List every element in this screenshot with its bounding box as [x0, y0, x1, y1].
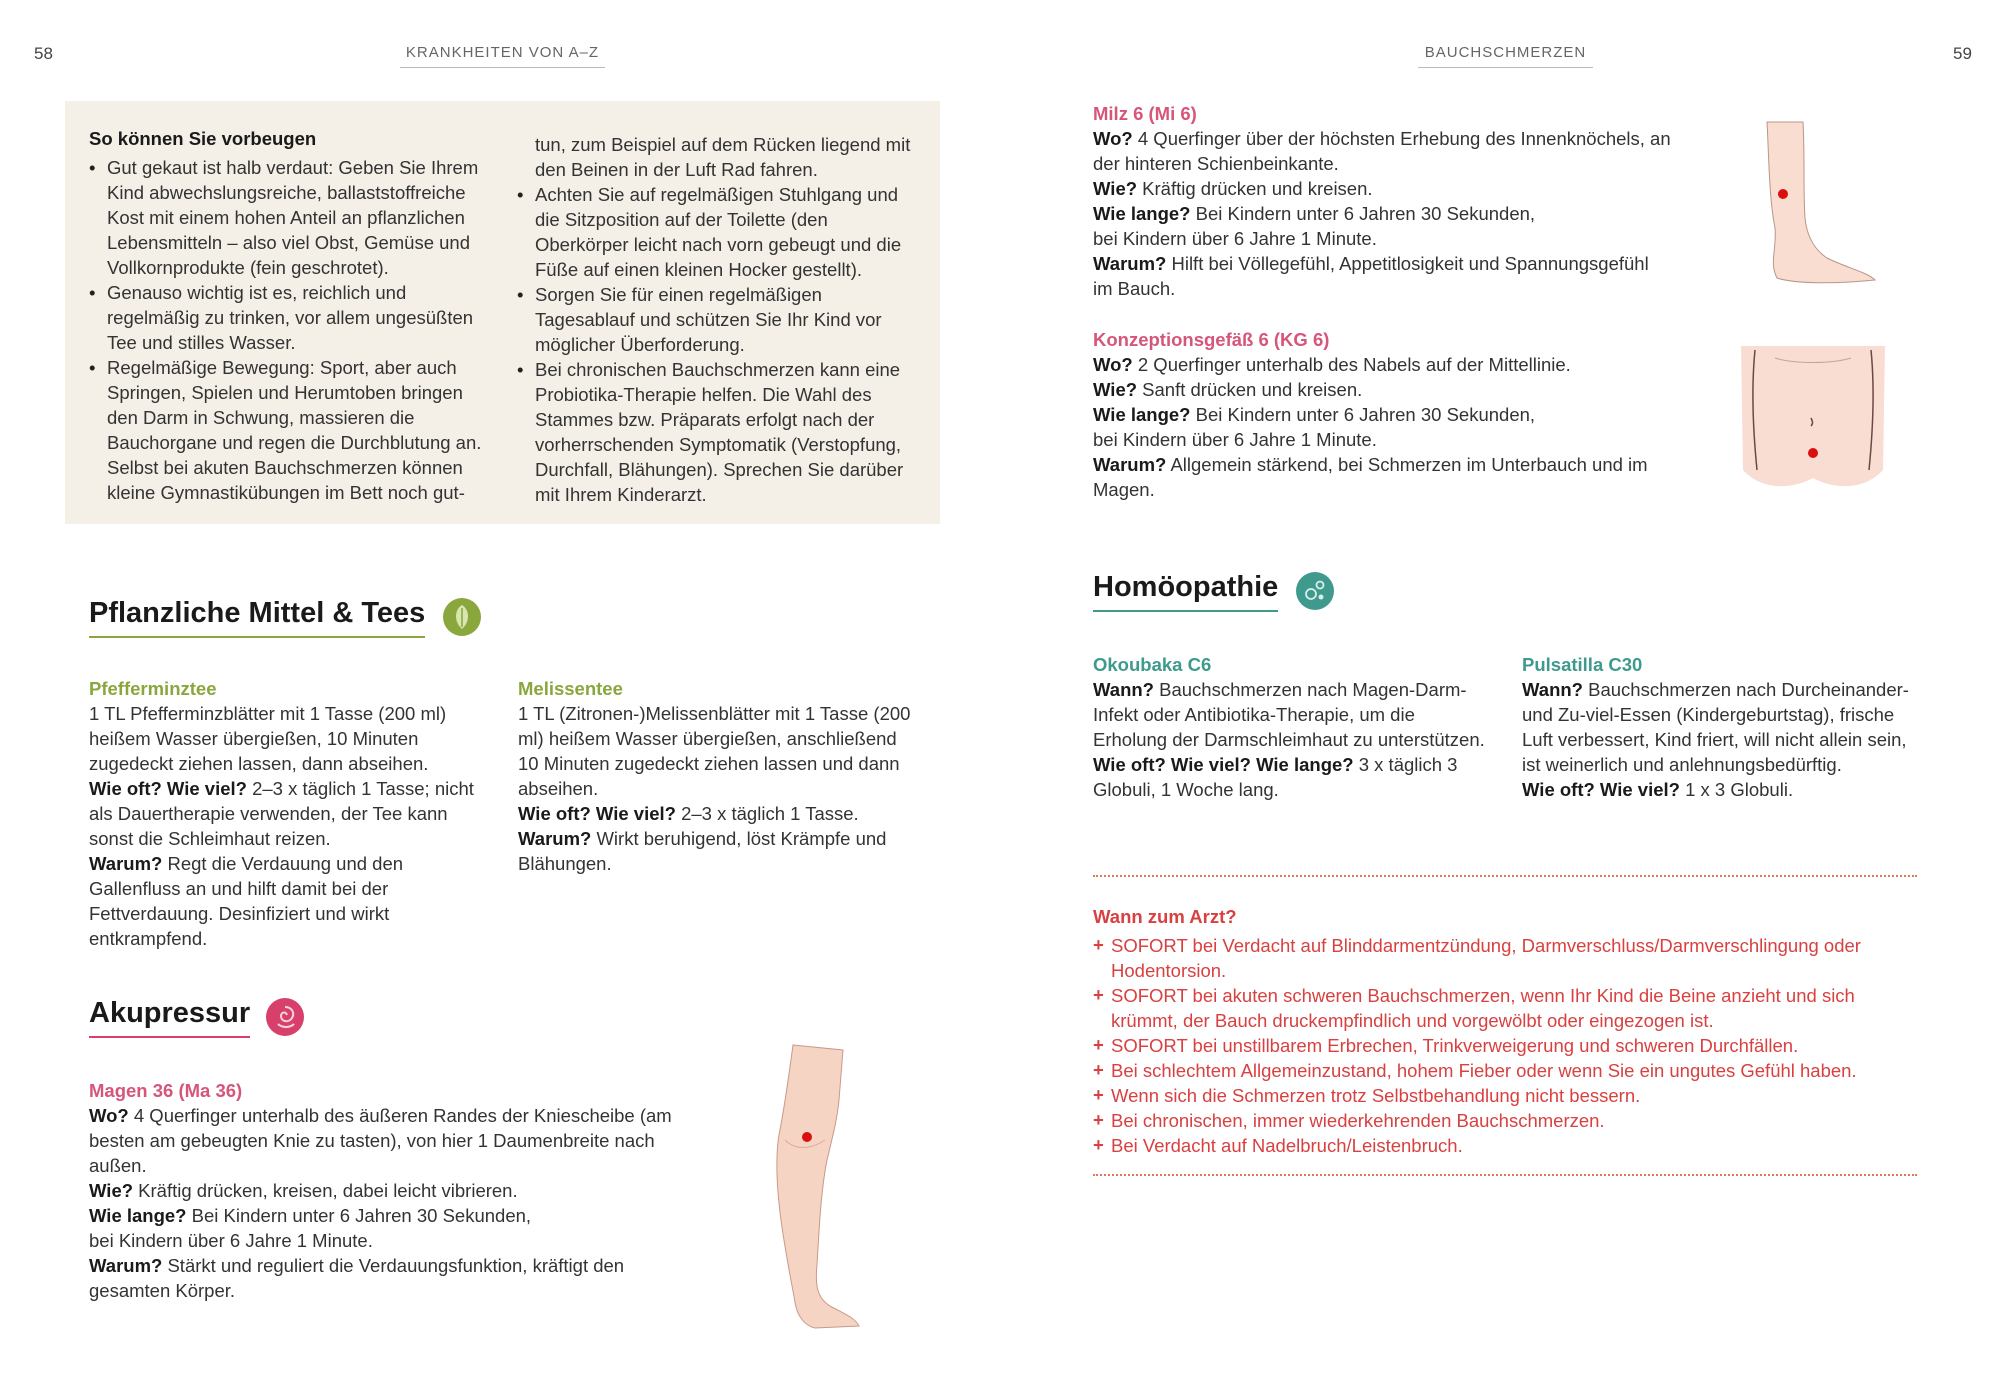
globule-badge-icon: [1294, 570, 1336, 612]
doctor-title: Wann zum Arzt?: [1093, 906, 1237, 927]
okoubaka-title: Okoubaka C6: [1093, 654, 1212, 675]
milz6-why: Warum? Hilft bei Völlegefühl, Appetitlosigkeit und Spannungsgefühl im Bauch.: [1093, 253, 1649, 299]
list-item: + SOFORT bei akuten schweren Bauchschmerzen, wenn Ihr Kind die Beine anzieht und sich krümmt, der Bauch druckempfindlich und vorgewölbt oder eingezogen ist.: [1093, 983, 1917, 1033]
milz6-block: [1093, 101, 1673, 301]
melisse-title: Melissentee: [518, 678, 623, 699]
pfefferminz-why: Warum? Regt die Verdauung und den Gallenfluss an und hilft damit bei der Fettverdauung. Desinfiziert und wirkt entkrampfend.: [89, 853, 404, 949]
list-item: • Sorgen Sie für einen regelmäßigen Tagesablauf und schützen Sie Ihr Kind vor möglicher Überforderung.: [517, 282, 917, 357]
prevention-continuation: tun, zum Beispiel auf dem Rücken liegend mit den Beinen in der Luft Rad fahren.: [535, 134, 911, 180]
list-item: + Bei schlechtem Allgemeinzustand, hohem Fieber oder wenn Sie ein ungutes Gefühl haben.: [1093, 1058, 1917, 1083]
magen36-duration-2: bei Kindern über 6 Jahre 1 Minute.: [89, 1230, 373, 1251]
pulsatilla-title: Pulsatilla C30: [1522, 654, 1643, 675]
swirl-badge-icon: [264, 996, 306, 1038]
herbal-section-title: Pflanzliche Mittel & Tees: [89, 597, 425, 638]
leaf-badge-icon: [441, 596, 483, 638]
kg6-title: Konzeptionsgefäß 6 (KG 6): [1093, 329, 1330, 350]
prevention-box: [65, 101, 940, 524]
acupressure-section-title: Akupressur: [89, 997, 250, 1038]
homeopathy-section-header: [1093, 570, 1336, 612]
pfefferminz-text: 1 TL Pfefferminzblätter mit 1 Tasse (200 ml) heißem Wasser übergießen, 10 Minuten zugedeckt ziehen lassen, dann abseihen.: [89, 703, 447, 774]
kg6-where: Wo? 2 Querfinger unterhalb des Nabels auf der Mittellinie.: [1093, 354, 1571, 375]
milz6-duration-2: bei Kindern über 6 Jahre 1 Minute.: [1093, 228, 1377, 249]
prevention-list-1: [89, 155, 489, 505]
ankle-illustration: [1755, 118, 1885, 288]
acupressure-section-header: [89, 996, 306, 1038]
magen36-why: Warum? Stärkt und reguliert die Verdauungsfunktion, kräftigt den gesamten Körper.: [89, 1255, 625, 1301]
list-item: • Achten Sie auf regelmäßigen Stuhlgang und die Sitzposition auf der Toilette (den Oberkörper leicht nach vorn gebeugt und die Füße auf einen kleinen Hocker gestellt).: [517, 182, 917, 282]
milz6-point: [1778, 189, 1788, 199]
right-running-head: BAUCHSCHMERZEN: [1418, 44, 1593, 68]
doctor-divider-top: [1093, 875, 1917, 877]
left-page-number: 58: [34, 44, 53, 63]
pfefferminz-title: Pfefferminztee: [89, 678, 217, 699]
prevention-list-2: [517, 182, 917, 507]
okoubaka-dose: Wie oft? Wie viel? Wie lange? 3 x täglich 3 Globuli, 1 Woche lang.: [1093, 754, 1458, 800]
pulsatilla-dose: Wie oft? Wie viel? 1 x 3 Globuli.: [1522, 779, 1794, 800]
magen36-how: Wie? Kräftig drücken, kreisen, dabei leicht vibrieren.: [89, 1180, 518, 1201]
list-item: • Regelmäßige Bewegung: Sport, aber auch Springen, Spielen und Herumtoben bringen den Darm in Schwung, massieren die Bauchorgane und regen die Durchblutung an. Selbst bei akuten Bauchschmerzen können kleine Gymnastikübungen im Bett noch gut-: [89, 355, 489, 505]
leg-illustration: [755, 1040, 865, 1330]
left-running-head: KRANKHEITEN VON A–Z: [400, 44, 605, 68]
milz6-title: Milz 6 (Mi 6): [1093, 103, 1197, 124]
kg6-point: [1808, 448, 1818, 458]
kg6-duration-2: bei Kindern über 6 Jahre 1 Minute.: [1093, 429, 1377, 450]
pfefferminz-dose: Wie oft? Wie viel? 2–3 x täglich 1 Tasse; nicht als Dauertherapie verwenden, der Tee kann sonst die Schleimhaut reizen.: [89, 778, 474, 849]
milz6-duration: Wie lange? Bei Kindern unter 6 Jahren 30 Sekunden,: [1093, 203, 1536, 224]
kg6-block: [1093, 327, 1673, 502]
list-item: + Wenn sich die Schmerzen trotz Selbstbehandlung nicht bessern.: [1093, 1083, 1917, 1108]
pfefferminz-block: [89, 676, 484, 951]
magen36-title: Magen 36 (Ma 36): [89, 1080, 243, 1101]
okoubaka-when: Wann? Bauchschmerzen nach Magen-Darm-Infekt oder Antibiotika-Therapie, um die Erholung der Darmschleimhaut zu unterstützen.: [1093, 679, 1485, 750]
milz6-how: Wie? Kräftig drücken und kreisen.: [1093, 178, 1373, 199]
list-item: • Gut gekaut ist halb verdaut: Geben Sie Ihrem Kind abwechslungsreiche, ballaststoffreiche Kost mit einem hohen Anteil an pflanzlichen Lebensmitteln – also viel Obst, Gemüse und Vollkornprodukte (fein geschrotet).: [89, 155, 489, 280]
kg6-duration: Wie lange? Bei Kindern unter 6 Jahren 30 Sekunden,: [1093, 404, 1536, 425]
magen36-point: [802, 1132, 812, 1142]
kg6-why: Warum? Allgemein stärkend, bei Schmerzen im Unterbauch und im Magen.: [1093, 454, 1648, 500]
magen36-where: Wo? 4 Querfinger unterhalb des äußeren Randes der Kniescheibe (am besten am gebeugten Knie zu tasten), von hier 1 Daumenbreite nach außen.: [89, 1105, 672, 1176]
abdomen-illustration: [1735, 340, 1890, 495]
prevention-col-2: [517, 132, 917, 507]
list-item: • Bei chronischen Bauchschmerzen kann eine Probiotika-Therapie helfen. Die Wahl des Stammes bzw. Präparats erfolgt nach der vorherrschenden Symptomatik (Verstopfung, Durchfall, Blähungen). Sprechen Sie darüber mit Ihrem Kinderarzt.: [517, 357, 917, 507]
herbal-section-header: [89, 596, 483, 638]
melisse-why: Warum? Wirkt beruhigend, löst Krämpfe und Blähungen.: [518, 828, 887, 874]
list-item: + Bei Verdacht auf Nadelbruch/Leistenbruch.: [1093, 1133, 1917, 1158]
list-item: + SOFORT bei Verdacht auf Blinddarmentzündung, Darmverschluss/Darmverschlingung oder Hodentorsion.: [1093, 933, 1917, 983]
prevention-title: So können Sie vorbeugen: [89, 128, 317, 149]
prevention-col-1: [89, 126, 489, 505]
doctor-list: [1093, 933, 1917, 1158]
magen36-duration: Wie lange? Bei Kindern unter 6 Jahren 30 Sekunden,: [89, 1205, 532, 1226]
melisse-block: [518, 676, 918, 876]
pulsatilla-block: [1522, 652, 1927, 802]
melisse-dose: Wie oft? Wie viel? 2–3 x täglich 1 Tasse.: [518, 803, 859, 824]
okoubaka-block: [1093, 652, 1493, 802]
kg6-how: Wie? Sanft drücken und kreisen.: [1093, 379, 1363, 400]
list-item: + Bei chronischen, immer wiederkehrenden Bauchschmerzen.: [1093, 1108, 1917, 1133]
doctor-divider-bottom: [1093, 1174, 1917, 1176]
milz6-where: Wo? 4 Querfinger über der höchsten Erhebung des Innenknöchels, an der hinteren Schienbeinkante.: [1093, 128, 1671, 174]
list-item: • Genauso wichtig ist es, reichlich und regelmäßig zu trinken, vor allem ungesüßten Tee und stilles Wasser.: [89, 280, 489, 355]
doctor-block: [1093, 904, 1917, 1158]
right-page-number: 59: [1953, 44, 1972, 63]
homeopathy-section-title: Homöopathie: [1093, 571, 1278, 612]
melisse-text: 1 TL (Zitronen-)Melissenblätter mit 1 Tasse (200 ml) heißem Wasser übergießen, anschließend 10 Minuten zugedeckt ziehen lassen und dann abseihen.: [518, 703, 911, 799]
magen36-block: [89, 1078, 674, 1303]
list-item: + SOFORT bei unstillbarem Erbrechen, Trinkverweigerung und schweren Durchfällen.: [1093, 1033, 1917, 1058]
pulsatilla-when: Wann? Bauchschmerzen nach Durcheinander- und Zu-viel-Essen (Kindergeburtstag), frische Luft verbessert, Kind friert, will nicht allein sein, ist weinerlich und anlehnungsbedürftig.: [1522, 679, 1909, 775]
